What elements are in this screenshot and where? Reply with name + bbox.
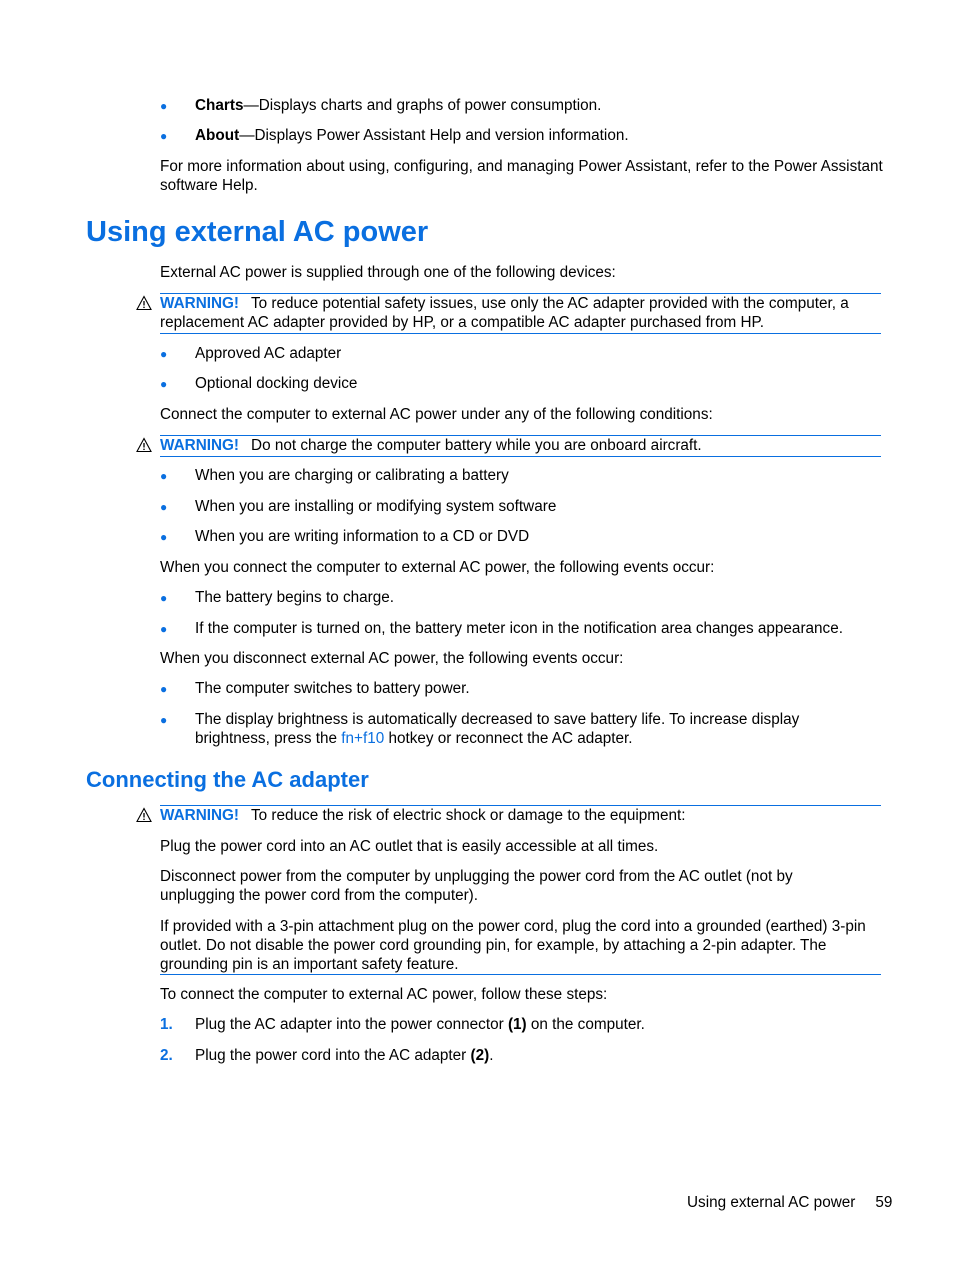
warning-label: WARNING! [160,295,240,312]
warning-box [160,805,881,975]
warning-triangle-icon [136,807,152,823]
list-item: The computer switches to battery power. [195,680,470,697]
warning-label: WARNING! [160,807,240,824]
intro-paragraph: For more information about using, configuring, and managing Power Assistant, refer to the Power Assistant software Help. [160,158,883,194]
step-number: 1. [160,1016,173,1033]
warning-paragraph: If provided with a 3-pin attachment plug on the power cord, plug the cord into a grounded (earthed) 3-pin outlet. Do not disable the power cord grounding pin, for example, by attaching a 2-pin adapter. The grounding pin is an important safety feature. [160,918,866,973]
warning-paragraph: Disconnect power from the computer by unplugging the power cord from the AC outlet (not by unplugging the power cord from the computer). [160,868,793,904]
step-number: 2. [160,1047,173,1064]
connect-paragraph: When you connect the computer to external AC power, the following events occur: [160,559,715,576]
list-item: Charts—Displays charts and graphs of power consumption. [195,97,602,114]
warning-text: To reduce the risk of electric shock or damage to the equipment: [251,807,686,824]
list-item: When you are installing or modifying system software [195,498,557,515]
warning-triangle-icon [136,295,152,311]
bullet-icon: ● [160,682,168,696]
list-item: Approved AC adapter [195,345,342,362]
hotkey-link[interactable]: fn+f10 [341,730,385,747]
section-title: Using external AC power [86,216,429,248]
conditions-paragraph: Connect the computer to external AC power under any of the following conditions: [160,406,713,423]
bullet-icon: ● [160,530,168,544]
list-item: When you are writing information to a CD or DVD [195,528,530,545]
bullet-icon: ● [160,713,168,727]
warning-text: Do not charge the computer battery while you are onboard aircraft. [251,437,702,454]
bullet-icon: ● [160,469,168,483]
list-item: The battery begins to charge. [195,589,394,606]
step-item: Plug the power cord into the AC adapter (2). [195,1047,494,1064]
warning-box [160,435,881,457]
warning-text: To reduce potential safety issues, use only the AC adapter provided with the computer, a replacement AC adapter provided by HP, or a compatible AC adapter purchased from HP. [160,295,849,331]
step-item: Plug the AC adapter into the power connector (1) on the computer. [195,1016,645,1033]
bullet-icon: ● [160,99,168,113]
bullet-icon: ● [160,500,168,514]
warning-box [160,293,881,334]
steps-paragraph: To connect the computer to external AC power, follow these steps: [160,986,608,1003]
page-footer [687,1193,907,1212]
warning-paragraph: Plug the power cord into an AC outlet that is easily accessible at all times. [160,838,659,855]
bullet-icon: ● [160,591,168,605]
supplied-paragraph: External AC power is supplied through one of the following devices: [160,264,616,281]
list-item: About—Displays Power Assistant Help and version information. [195,127,629,144]
bullet-icon: ● [160,129,168,143]
subsection-title: Connecting the AC adapter [86,767,369,792]
list-item: If the computer is turned on, the battery meter icon in the notification area changes appearance. [195,620,843,637]
disconnect-paragraph: When you disconnect external AC power, the following events occur: [160,650,624,667]
page-number: 59 [875,1194,893,1211]
bullet-icon: ● [160,347,168,361]
bullet-icon: ● [160,622,168,636]
list-item: When you are charging or calibrating a battery [195,467,509,484]
warning-triangle-icon [136,437,152,453]
warning-label: WARNING! [160,437,240,454]
list-item: The display brightness is automatically decreased to save battery life. To increase display brightness, press the fn+f10 hotkey or reconnect the AC adapter. [195,711,800,747]
list-item: Optional docking device [195,375,358,392]
bullet-icon: ● [160,377,168,391]
footer-section: Using external AC power [687,1194,856,1211]
